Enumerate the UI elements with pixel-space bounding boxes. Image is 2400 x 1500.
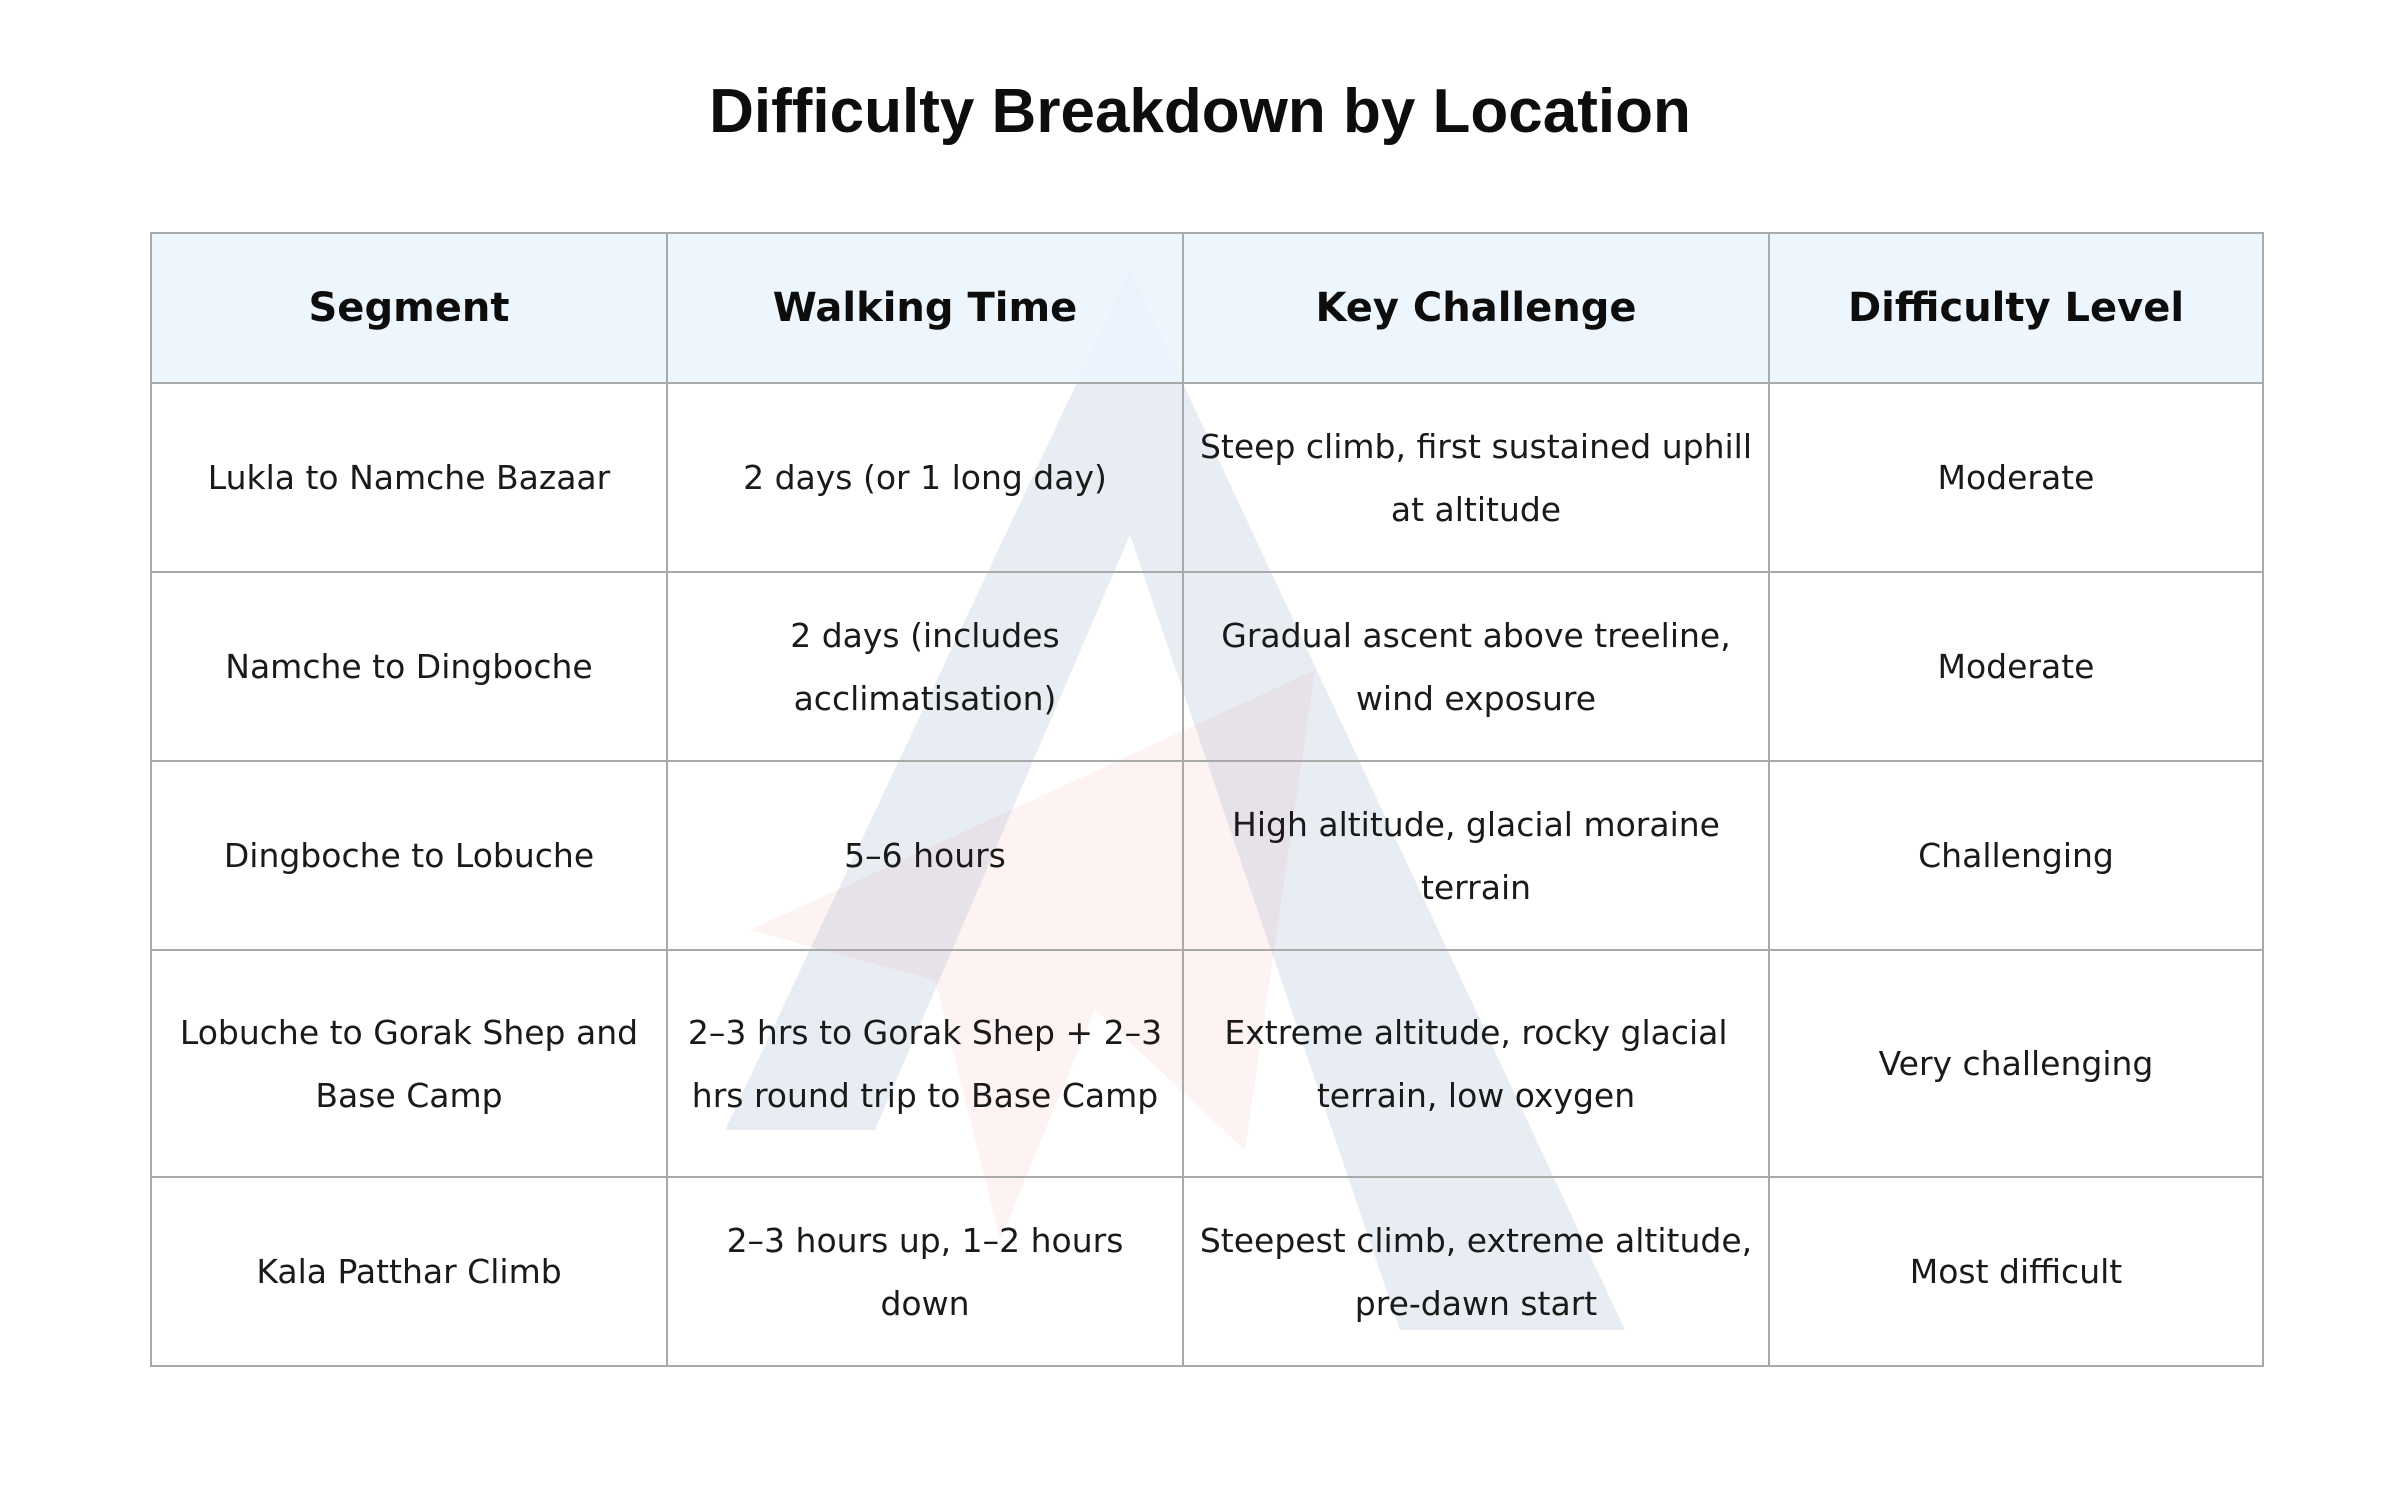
- cell-difficulty-level: Moderate: [1769, 383, 2263, 572]
- cell-walking-time: 2–3 hours up, 1–2 hours down: [667, 1177, 1183, 1366]
- page-title: Difficulty Breakdown by Location: [709, 77, 1691, 146]
- table-row: [151, 1177, 2263, 1366]
- table-row: [151, 950, 2263, 1177]
- cell-walking-time: 2 days (includes acclimatisation): [667, 572, 1183, 761]
- difficulty-table: [150, 232, 2264, 1367]
- table-header-row: [151, 233, 2263, 383]
- table-row: [151, 572, 2263, 761]
- cell-difficulty-level: Moderate: [1769, 572, 2263, 761]
- table-row: [151, 383, 2263, 572]
- cell-segment: Lobuche to Gorak Shep and Base Camp: [151, 950, 667, 1177]
- cell-difficulty-level: Challenging: [1769, 761, 2263, 950]
- header-difficulty-level: Difficulty Level: [1769, 233, 2263, 383]
- cell-segment: Namche to Dingboche: [151, 572, 667, 761]
- cell-difficulty-level: Very challenging: [1769, 950, 2263, 1177]
- cell-walking-time: 5–6 hours: [667, 761, 1183, 950]
- cell-key-challenge: Steep climb, first sustained uphill at altitude: [1183, 383, 1769, 572]
- header-key-challenge: Key Challenge: [1183, 233, 1769, 383]
- header-walking-time: Walking Time: [667, 233, 1183, 383]
- cell-key-challenge: High altitude, glacial moraine terrain: [1183, 761, 1769, 950]
- cell-key-challenge: Gradual ascent above treeline, wind exposure: [1183, 572, 1769, 761]
- cell-key-challenge: Steepest climb, extreme altitude, pre-dawn start: [1183, 1177, 1769, 1366]
- cell-walking-time: 2–3 hrs to Gorak Shep + 2–3 hrs round trip to Base Camp: [667, 950, 1183, 1177]
- cell-difficulty-level: Most difficult: [1769, 1177, 2263, 1366]
- cell-segment: Kala Patthar Climb: [151, 1177, 667, 1366]
- table-row: [151, 761, 2263, 950]
- cell-key-challenge: Extreme altitude, rocky glacial terrain, low oxygen: [1183, 950, 1769, 1177]
- difficulty-table-container: [150, 232, 2262, 1367]
- cell-walking-time: 2 days (or 1 long day): [667, 383, 1183, 572]
- cell-segment: Dingboche to Lobuche: [151, 761, 667, 950]
- header-segment: Segment: [151, 233, 667, 383]
- cell-segment: Lukla to Namche Bazaar: [151, 383, 667, 572]
